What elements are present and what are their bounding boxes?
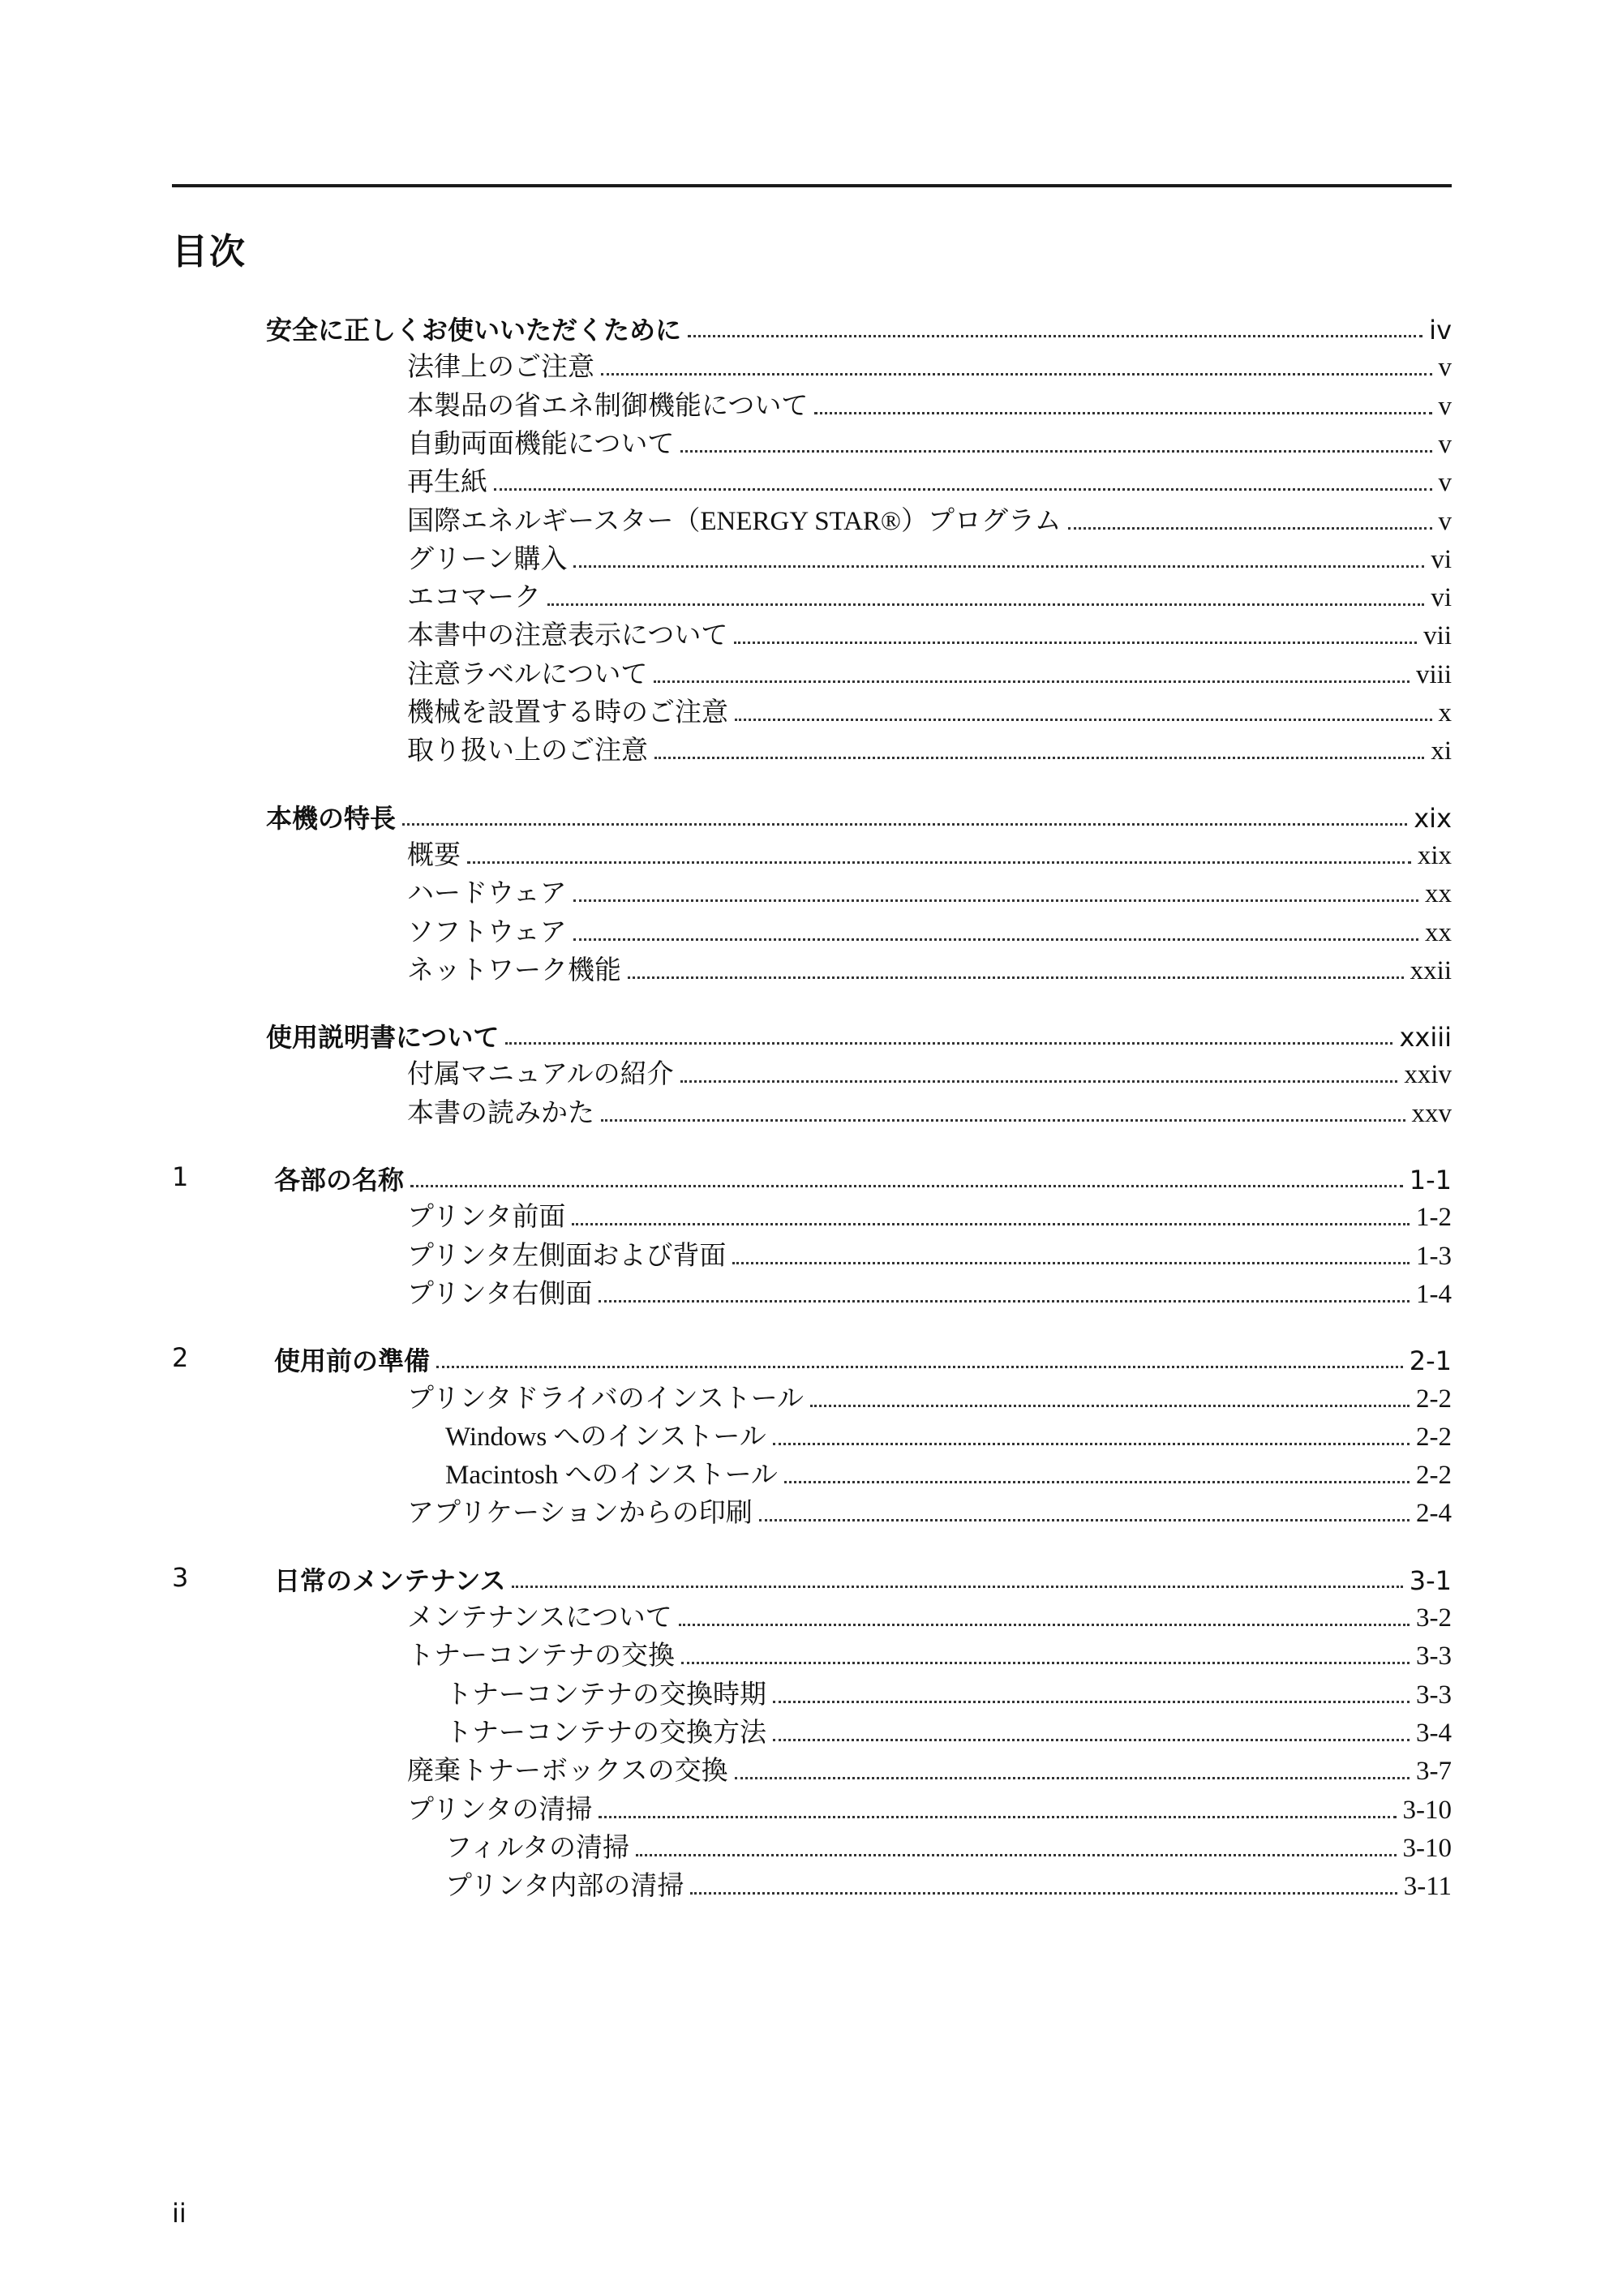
toc-section-entry[interactable] (407, 688, 1452, 727)
toc-chapter-entry[interactable] (266, 792, 1452, 834)
toc-page-number: xix (1414, 802, 1452, 834)
toc-page-number: xix (1417, 840, 1452, 870)
toc-page-number: 3-2 (1416, 1603, 1452, 1633)
dot-leader (573, 938, 1418, 941)
chapter-number: 3 (172, 1561, 189, 1593)
toc-chapter-entry[interactable] (274, 1335, 1452, 1377)
toc-page-number: 1-4 (1416, 1279, 1452, 1309)
page-title: 目次 (172, 231, 247, 273)
dot-leader (732, 1262, 1410, 1264)
dot-leader (547, 603, 1424, 606)
toc-entry-title: 取り扱い上のご注意 (407, 736, 648, 766)
dot-leader (410, 1185, 1403, 1187)
dot-leader (773, 1739, 1410, 1741)
toc-entry-title: プリンタ右側面 (407, 1279, 593, 1309)
toc-page-number: viii (1415, 659, 1452, 689)
toc-page-number: xxiv (1404, 1060, 1452, 1090)
dot-leader (773, 1443, 1410, 1445)
toc-subsection-entry[interactable] (445, 1861, 1452, 1900)
toc-chapter-entry[interactable] (266, 1011, 1452, 1054)
dot-leader (810, 1405, 1410, 1407)
dot-leader (636, 1854, 1396, 1856)
footer-page-number: ii (172, 2198, 187, 2229)
toc-section-entry[interactable] (407, 1049, 1452, 1088)
toc-subsection-entry[interactable] (445, 1450, 1452, 1489)
toc-entry-title: プリンタドライバのインストール (407, 1384, 805, 1414)
toc-entry-title: ソフトウェア (407, 917, 567, 947)
toc-entry-title: プリンタ前面 (407, 1203, 566, 1233)
toc-entry-title: トナーコンテナの交換時期 (445, 1680, 766, 1710)
toc-section-entry[interactable] (407, 496, 1452, 535)
toc-entry-title: 国際エネルギースター（ENERGY STAR®）プログラム (407, 506, 1062, 536)
dot-leader (680, 1080, 1398, 1083)
toc-page-number: 2-2 (1416, 1384, 1452, 1414)
toc-page-number: 3-11 (1403, 1872, 1452, 1902)
toc-page-number: v (1438, 391, 1452, 421)
toc-section-entry[interactable] (407, 1631, 1452, 1670)
toc-entry-title: Windows へのインストール (445, 1422, 766, 1452)
dot-leader (735, 719, 1432, 721)
dot-leader (402, 823, 1407, 826)
dot-leader (680, 450, 1431, 453)
toc-page-number: x (1438, 698, 1452, 727)
dot-leader (601, 373, 1432, 376)
toc-chapter-entry[interactable] (274, 1555, 1452, 1594)
toc-page-number: 2-2 (1416, 1461, 1452, 1491)
toc-page-number: vi (1431, 544, 1452, 574)
dot-leader (1068, 527, 1432, 530)
toc-page-number: xi (1431, 736, 1452, 766)
toc-subsection-entry[interactable] (445, 1670, 1452, 1709)
toc-entry-title: 本書の読みかた (407, 1098, 594, 1128)
toc-entry-title: グリーン購入 (407, 544, 568, 574)
toc-page-number: vii (1423, 621, 1452, 651)
toc-section-entry[interactable] (407, 869, 1452, 908)
toc-section-entry[interactable] (407, 1231, 1452, 1270)
toc-page-number: v (1438, 468, 1452, 498)
toc-page-number: v (1438, 429, 1452, 459)
dot-leader (599, 1300, 1410, 1302)
toc-page-number: v (1438, 506, 1452, 536)
toc-section-entry[interactable] (407, 946, 1452, 985)
toc-entry-title: トナーコンテナの交換方法 (445, 1718, 766, 1748)
dot-leader (679, 1624, 1410, 1626)
toc-section-entry[interactable] (407, 1488, 1452, 1527)
toc-entry-title: ネットワーク機能 (407, 955, 621, 985)
toc-page-number: 2-1 (1409, 1345, 1452, 1377)
dot-leader (773, 1701, 1410, 1703)
toc-section-entry[interactable] (407, 381, 1452, 420)
toc-page-number: xxv (1411, 1098, 1452, 1128)
toc-section-entry[interactable] (407, 650, 1452, 689)
dot-leader (654, 680, 1410, 683)
toc-subsection-entry[interactable] (445, 1708, 1452, 1747)
toc-entry-title: 付属マニュアルの紹介 (407, 1060, 674, 1090)
dot-leader (494, 488, 1432, 491)
dot-leader (681, 1662, 1410, 1664)
toc-section-entry[interactable] (407, 1269, 1452, 1308)
dot-leader (572, 1223, 1410, 1225)
toc-section-entry[interactable] (407, 1593, 1452, 1632)
toc-page-number: 3-1 (1409, 1564, 1452, 1596)
toc-page-number: v (1438, 353, 1452, 383)
dot-leader (601, 1119, 1405, 1122)
dot-leader (654, 757, 1424, 759)
toc-page-number: vi (1431, 583, 1452, 613)
toc-entry-title: 廃棄トナーボックスの交換 (407, 1757, 728, 1787)
toc-entry-title: 概要 (407, 840, 461, 870)
toc-chapter-title: 各部の名称 (274, 1165, 405, 1195)
toc-chapter-entry[interactable] (266, 304, 1452, 343)
toc-entry-title: Macintosh へのインストール (445, 1461, 778, 1491)
dot-leader (688, 335, 1422, 337)
toc-chapter-title: 使用説明書について (266, 1022, 500, 1054)
dot-leader (784, 1481, 1410, 1483)
toc-entry-title: 本書中の注意表示について (407, 621, 728, 651)
dot-leader (759, 1519, 1410, 1521)
toc-chapter-title: 本機の特長 (266, 802, 397, 834)
dot-leader (467, 861, 1411, 864)
toc-chapter-title: 使用前の準備 (274, 1345, 431, 1377)
toc-entry-title: トナーコンテナの交換 (407, 1642, 675, 1672)
toc-page-number: 2-2 (1416, 1422, 1452, 1452)
toc-section-entry[interactable] (407, 1785, 1452, 1824)
toc-page-number: 2-4 (1416, 1499, 1452, 1529)
toc-entry-title: プリンタ左側面および背面 (407, 1241, 727, 1271)
toc-page-number: xxii (1410, 955, 1452, 985)
toc-section-entry[interactable] (407, 534, 1452, 573)
toc-section-entry[interactable] (407, 457, 1452, 496)
toc-section-entry[interactable] (407, 419, 1452, 458)
toc-section-entry[interactable] (407, 342, 1452, 381)
toc-subsection-entry[interactable] (445, 1412, 1452, 1451)
toc-page-number: 1-2 (1416, 1203, 1452, 1233)
toc-page-number: 1-1 (1409, 1165, 1452, 1195)
toc-section-entry[interactable] (407, 908, 1452, 946)
toc-section-entry[interactable] (407, 1192, 1452, 1231)
dot-leader (814, 412, 1431, 414)
toc-section-entry[interactable] (407, 726, 1452, 765)
toc-entry-title: 本製品の省エネ制御機能について (407, 391, 809, 421)
chapter-number: 2 (172, 1342, 189, 1374)
toc-entry-title: 自動両面機能について (407, 429, 675, 459)
toc-entry-title: 機械を設置する時のご注意 (407, 698, 728, 727)
toc-page-number: 3-10 (1402, 1795, 1452, 1825)
dot-leader (599, 1816, 1396, 1818)
toc-page-number: 3-3 (1416, 1680, 1452, 1710)
toc-entry-title: 再生紙 (407, 468, 487, 498)
dot-leader (735, 1777, 1410, 1779)
toc-section-entry[interactable] (407, 1088, 1452, 1127)
toc-page-number: xxiii (1399, 1022, 1452, 1054)
toc-entry-title: アプリケーションからの印刷 (407, 1499, 753, 1529)
toc-entry-title: エコマーク (407, 583, 541, 613)
dot-leader (734, 642, 1417, 644)
dot-leader (436, 1366, 1403, 1368)
toc-entry-title: プリンタ内部の清掃 (445, 1872, 684, 1902)
toc-entry-title: 法律上のご注意 (407, 353, 594, 383)
toc-page-number: xx (1425, 917, 1452, 947)
toc-section-entry[interactable] (407, 611, 1452, 650)
toc-entry-title: 注意ラベルについて (407, 659, 648, 689)
toc-page-number: iv (1429, 315, 1452, 345)
dot-leader (573, 565, 1424, 568)
dot-leader (573, 899, 1418, 902)
toc-entry-title: ハードウェア (407, 879, 567, 909)
toc-chapter-entry[interactable] (274, 1154, 1452, 1193)
chapter-number: 1 (172, 1161, 189, 1192)
toc-section-entry[interactable] (407, 573, 1452, 612)
toc-page-number: 3-3 (1416, 1642, 1452, 1672)
toc-page-number: 3-10 (1402, 1833, 1452, 1863)
dot-leader (505, 1042, 1392, 1045)
toc-chapter-title: 安全に正しくお使いいただくために (266, 315, 682, 345)
dot-leader (628, 976, 1404, 979)
toc-section-entry[interactable] (407, 830, 1452, 869)
toc-page-number: xx (1425, 879, 1452, 909)
toc-entry-title: フィルタの清掃 (445, 1833, 630, 1863)
dot-leader (690, 1892, 1397, 1895)
toc-entry-title: プリンタの清掃 (407, 1795, 593, 1825)
toc-entry-title: メンテナンスについて (407, 1603, 672, 1633)
toc-page-number: 3-7 (1416, 1757, 1452, 1787)
toc-subsection-entry[interactable] (445, 1823, 1452, 1862)
toc-page-number: 3-4 (1416, 1718, 1452, 1748)
toc-chapter-title: 日常のメンテナンス (274, 1564, 506, 1596)
dot-leader (512, 1586, 1402, 1588)
toc-section-entry[interactable] (407, 1374, 1452, 1413)
toc-page-number: 1-3 (1416, 1241, 1452, 1271)
toc-section-entry[interactable] (407, 1746, 1452, 1785)
